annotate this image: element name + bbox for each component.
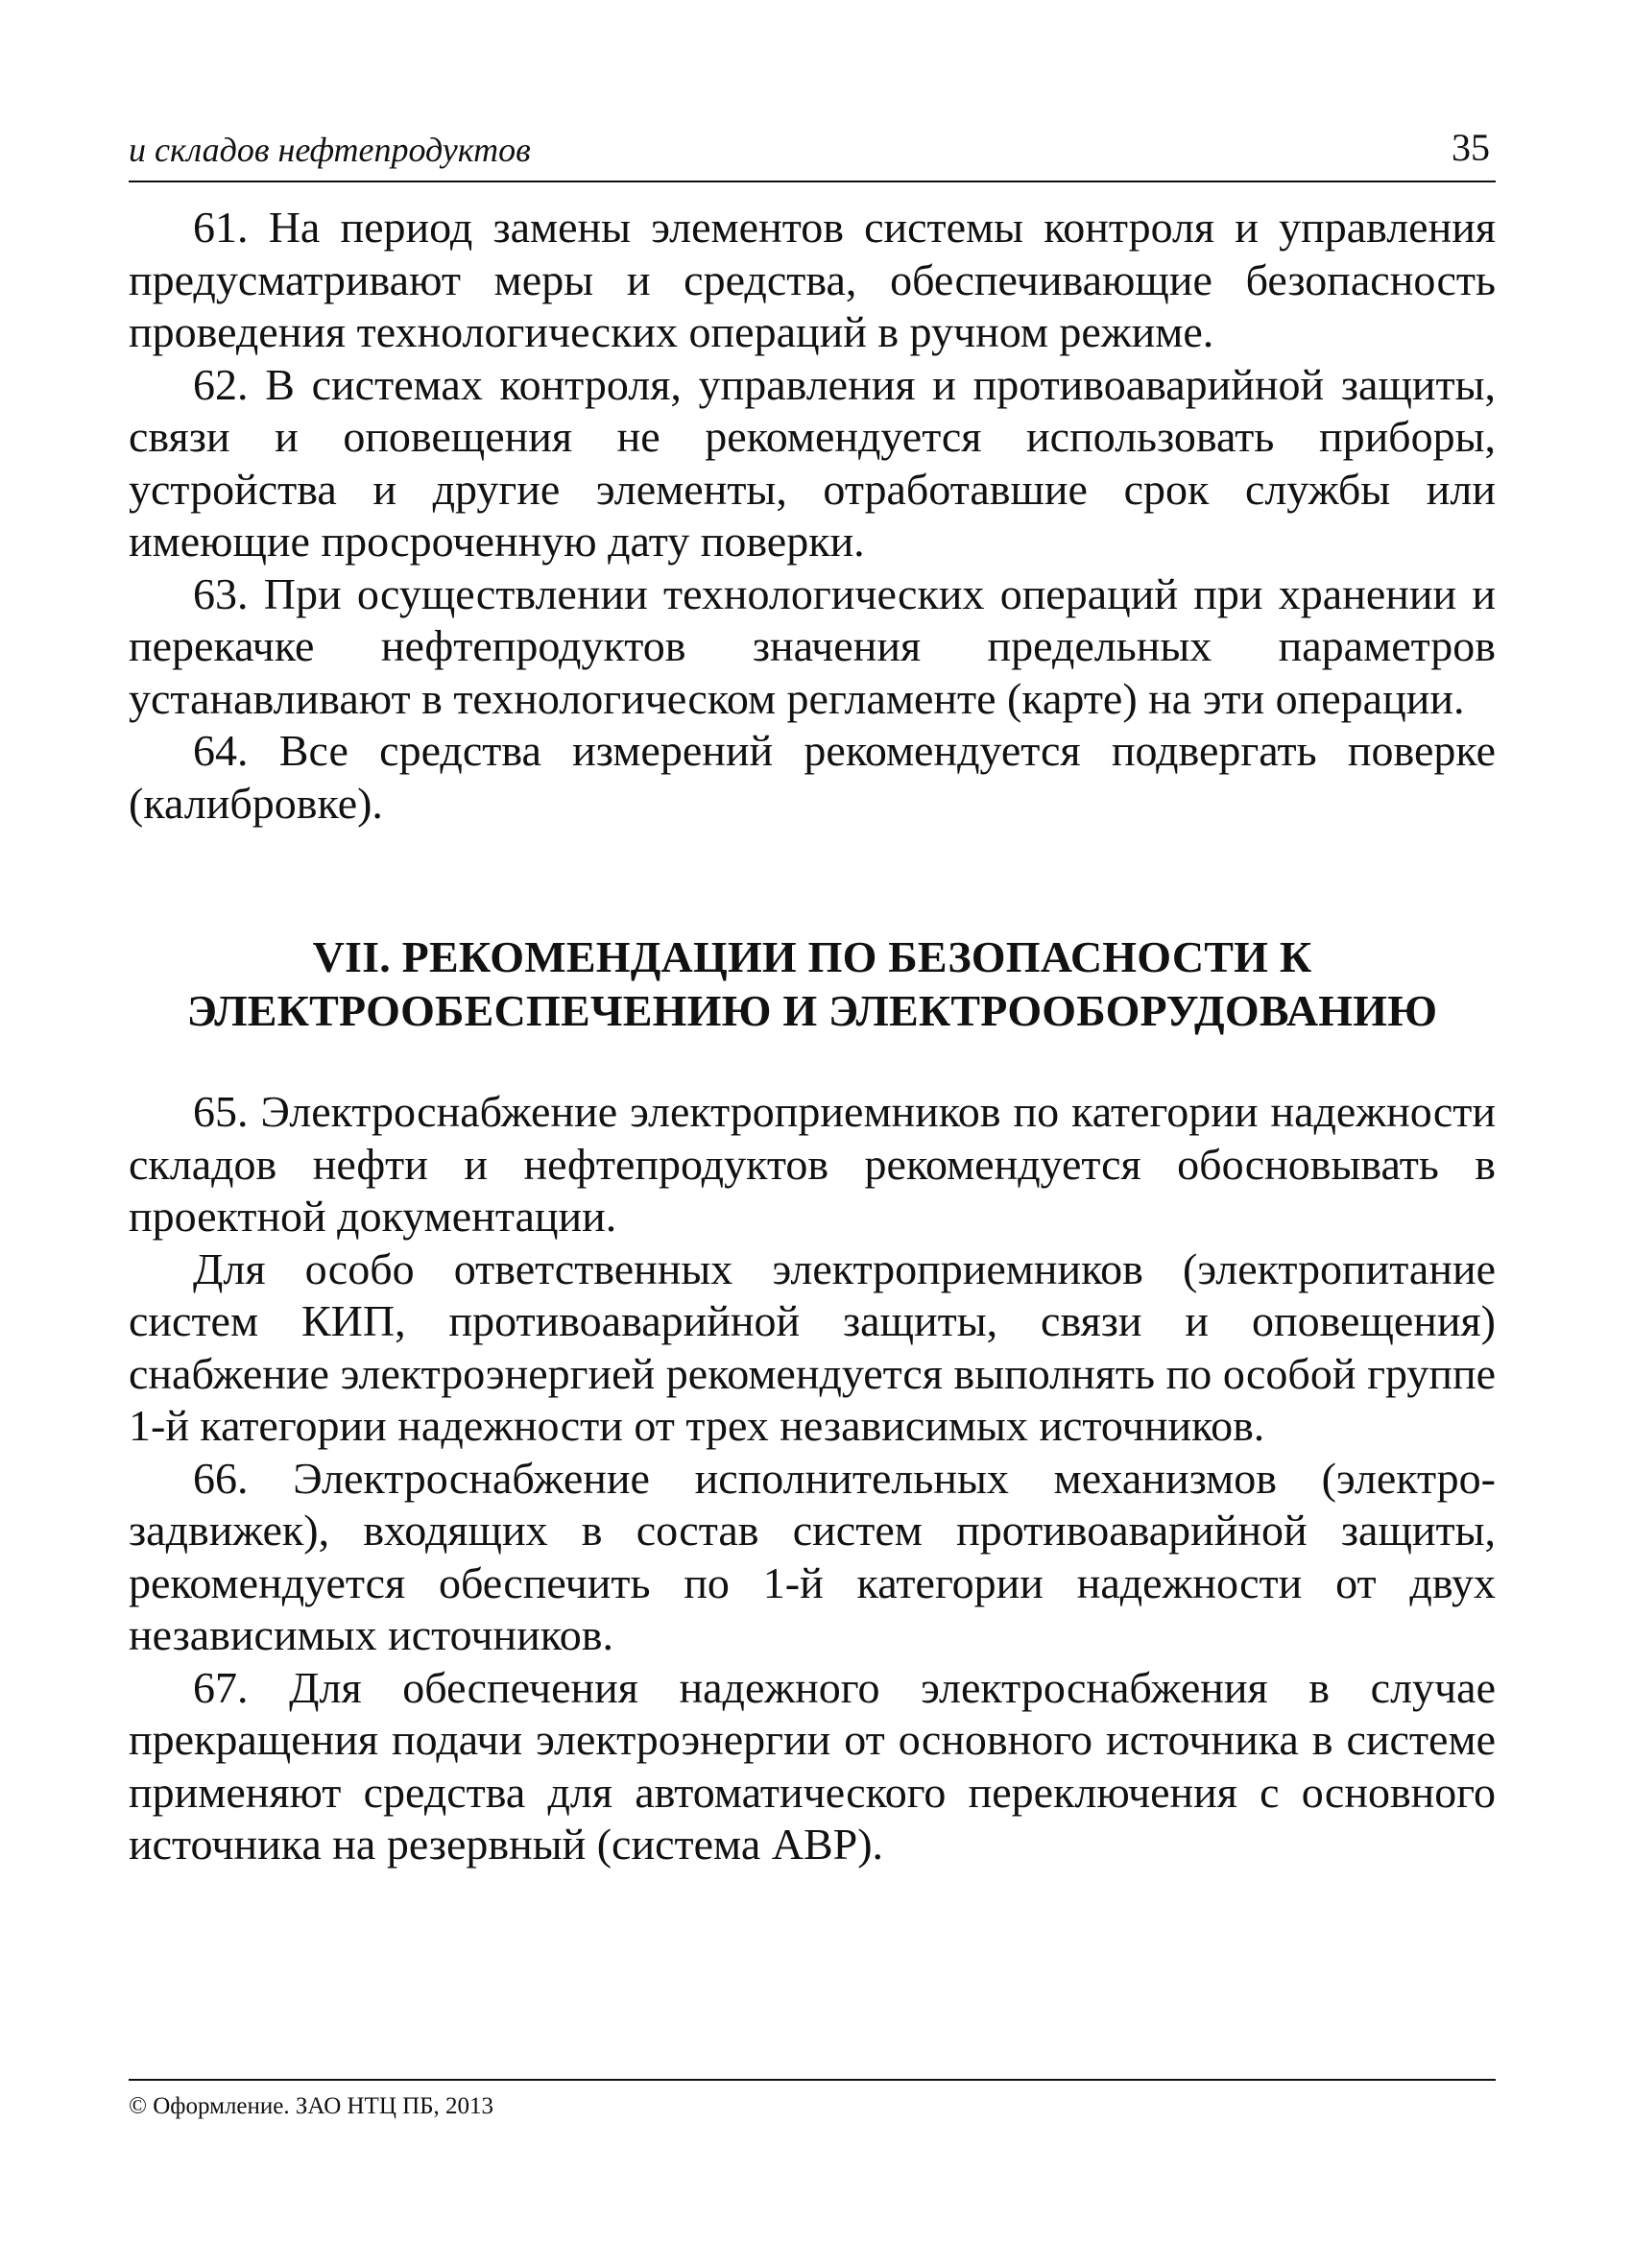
paragraph-62: 62. В системах контроля, управления и противоаварийной защиты, связи и оповещения не рекомендуется использовать приборы, устройства и другие элементы, отработавшие срок службы или имеющие просроченную дату поверки. (129, 359, 1496, 566)
section-heading-line-2: ЭЛЕКТРООБЕСПЕЧЕНИЮ И ЭЛЕКТРООБОРУДОВАНИЮ (186, 986, 1438, 1035)
paragraph-64: 64. Все средства измерений рекомендуется подвергать поверке (калибровке). (129, 726, 1496, 828)
body-text (129, 202, 1496, 1871)
paragraph-66: 66. Электроснабжение исполнительных механизмов (электрозадвижек), входящих в состав систем противоаварийной защиты, рекомендуется обеспечить по 1-й категории надежности от двух независимых источников. (129, 1453, 1496, 1659)
paragraph-67: 67. Для обеспечения надежного электроснабжения в случае прекращения подачи электроэнергии от основного источника в системе применяют средства для автоматического переключения с основного источника на резервный (система АВР). (129, 1662, 1496, 1869)
copyright-notice: © Оформление. ЗАО НТЦ ПБ, 2013 (129, 2093, 494, 2119)
paragraph-65: 65. Электроснабжение электроприемников по категории надежности складов нефти и нефтепродуктов рекомендуется обосновывать в проектной документации. (129, 1087, 1496, 1241)
running-header (129, 123, 1496, 182)
paragraph-61: 61. На период замены элементов системы контроля и управления предусматривают меры и средства, обеспечивающие безопасность проведения технологических операций в ручном режиме. (129, 203, 1496, 356)
paragraph-65-continued: Для особо ответственных электроприемников (электропитание систем КИП, противоаварийной защиты, связи и оповещения) снабжение электроэнергией рекомендуется выполнять по особой группе 1-й категории надежности от трех независимых источников. (129, 1243, 1496, 1450)
paragraph-63: 63. При осуществлении технологических операций при хранении и перекачке нефтепродуктов значения предельных параметров устанавливают в технологическом регламенте (карте) на эти операции. (129, 568, 1496, 723)
section-heading (129, 930, 1496, 1038)
section-heading-line-1: VII. РЕКОМЕНДАЦИИ ПО БЕЗОПАСНОСТИ К (312, 932, 1312, 981)
page-number: 35 (1452, 126, 1490, 169)
running-title: и складов нефтепродуктов (129, 131, 531, 169)
page-footer (129, 2079, 1496, 2121)
